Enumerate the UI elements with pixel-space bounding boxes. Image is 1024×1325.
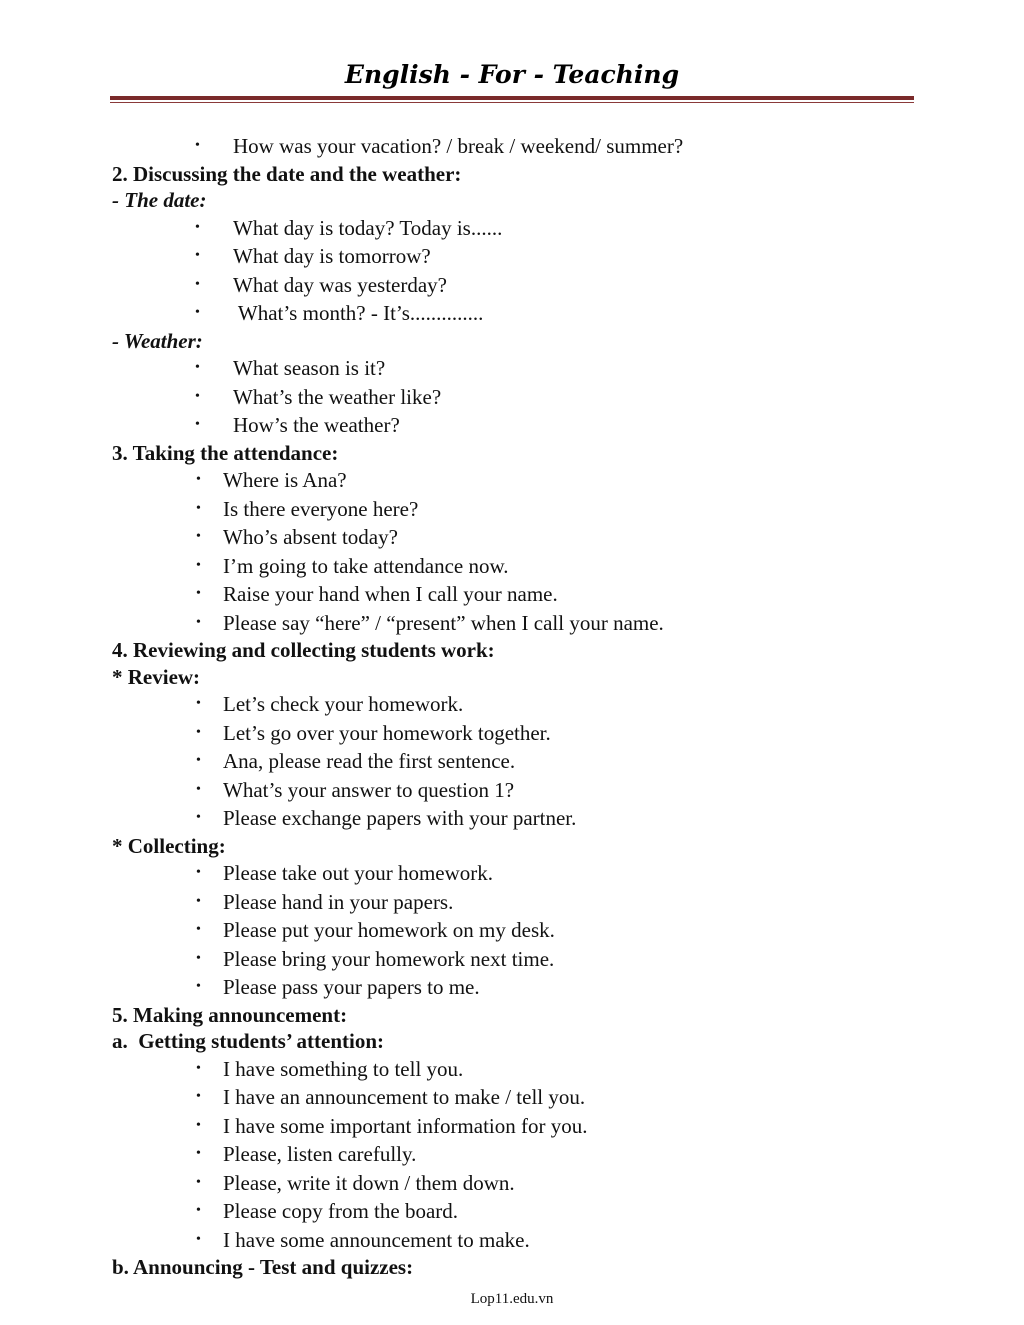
list-item: • Ana, please read the first sentence. [112, 747, 912, 776]
bullet-icon: • [196, 1146, 201, 1161]
list-item: • What’s month? - It’s.............. [112, 299, 912, 328]
list-item: • Please say “here” / “present” when I call your name. [112, 609, 912, 638]
list-item: • Please, listen carefully. [112, 1140, 912, 1169]
header-rule-thin [110, 102, 914, 103]
bullet-icon: • [196, 1231, 201, 1247]
list-item: • Please, write it down / them down. [112, 1169, 912, 1198]
bullet-icon: • [196, 614, 201, 630]
bullet-icon: • [195, 219, 200, 235]
bullet-icon: • [195, 417, 200, 432]
section-heading: 4. Reviewing and collecting students work: [112, 638, 495, 662]
bullet-icon: • [196, 529, 201, 544]
bullet-icon: • [196, 1117, 201, 1133]
bullet-icon: • [196, 724, 201, 740]
list-item: • What’s your answer to question 1? [112, 776, 912, 805]
section-heading: 5. Making announcement: [112, 1002, 348, 1027]
subsection-heading: b. Announcing - Test and quizzes: [112, 1255, 414, 1279]
list-item: • Is there everyone here? [112, 495, 912, 524]
subsection-label: * Collecting: [112, 833, 226, 858]
list-item: • Please hand in your papers. [112, 888, 912, 917]
list-item: • I have some important information for you. [112, 1112, 912, 1141]
bullet-icon: • [196, 1174, 201, 1190]
bullet-icon: • [196, 979, 201, 994]
bullet-icon: • [196, 472, 201, 487]
bullet-icon: • [196, 893, 201, 909]
list-item: • What day is tomorrow? [112, 242, 912, 271]
bullet-icon: • [196, 1060, 201, 1076]
list-item: • What day is today? Today is...... [112, 214, 912, 243]
bullet-icon: • [196, 781, 201, 797]
list-item: • What day was yesterday? [112, 271, 912, 300]
section-heading: 2. Discussing the date and the weather: [112, 161, 462, 186]
list-item: • Please copy from the board. [112, 1197, 912, 1226]
list-item: • Please put your homework on my desk. [112, 916, 912, 945]
bullet-icon: • [196, 696, 201, 711]
list-item: • Raise your hand when I call your name. [112, 580, 912, 609]
bullet-icon: • [196, 922, 201, 937]
subsection-label: - The date: [112, 188, 207, 212]
page-header-title: English - For - Teaching [344, 60, 680, 89]
list-item: • What’s the weather like? [112, 383, 912, 412]
list-item: • Please pass your papers to me. [112, 973, 912, 1002]
bullet-icon: • [195, 138, 200, 153]
list-item: • How was your vacation? / break / weekend/ summer? [112, 132, 912, 161]
bullet-icon: • [196, 586, 201, 601]
bullet-icon: • [196, 1089, 201, 1104]
bullet-icon: • [196, 557, 201, 573]
list-item: • Where is Ana? [112, 466, 912, 495]
bullet-icon: • [196, 1203, 201, 1218]
list-item: • Let’s check your homework. [112, 690, 912, 719]
list-item: • I have some announcement to make. [112, 1226, 912, 1255]
header-rule-thick [110, 96, 914, 100]
subsection-label: - Weather: [112, 328, 203, 353]
list-item: • What season is it? [112, 354, 912, 383]
list-item: • I’m going to take attendance now. [112, 552, 912, 581]
list-item: • Please take out your homework. [112, 859, 912, 888]
bullet-icon: • [195, 276, 200, 292]
list-item: • Let’s go over your homework together. [112, 719, 912, 748]
document-body [112, 132, 912, 1281]
page-footer: Lop11.edu.vn [470, 1291, 554, 1307]
subsection-label: * Review: [112, 664, 201, 689]
subsection-heading: a. Getting students’ attention: [112, 1029, 385, 1053]
list-item: • I have something to tell you. [112, 1055, 912, 1084]
list-item: • How’s the weather? [112, 411, 912, 440]
list-item: • I have an announcement to make / tell you. [112, 1083, 912, 1112]
bullet-icon: • [195, 360, 200, 375]
bullet-icon: • [196, 753, 201, 768]
bullet-icon: • [195, 305, 200, 320]
bullet-icon: • [196, 810, 201, 825]
bullet-icon: • [196, 865, 201, 880]
list-item: • Please bring your homework next time. [112, 945, 912, 974]
section-heading: 3. Taking the attendance: [112, 440, 339, 465]
list-item: • Who’s absent today? [112, 523, 912, 552]
bullet-icon: • [195, 388, 200, 404]
bullet-icon: • [195, 248, 200, 263]
list-item: • Please exchange papers with your partner. [112, 804, 912, 833]
bullet-icon: • [196, 500, 201, 516]
bullet-icon: • [196, 950, 201, 966]
